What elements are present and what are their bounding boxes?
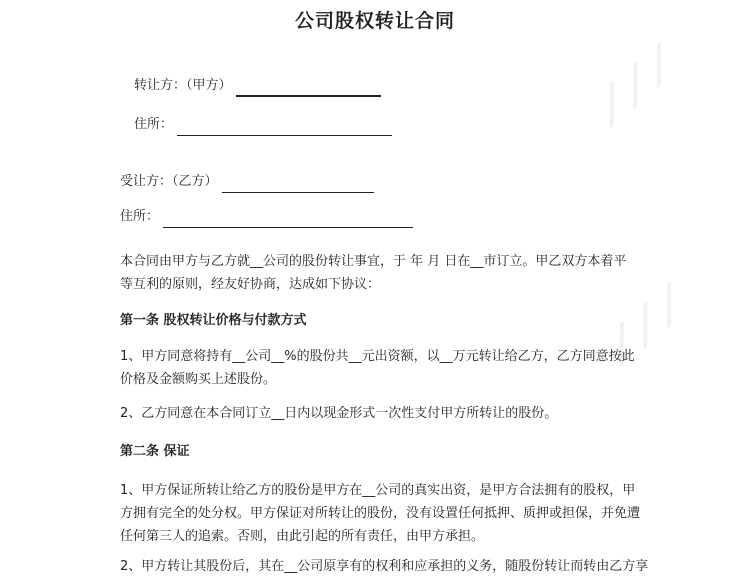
blank-line [177, 121, 392, 136]
paragraph-line: 2、甲方转让其股份后，其在__公司原享有的权利和应承担的义务，随股份转让而转由乙方享 [120, 559, 649, 574]
watermark: ⟋⟋⟋ [594, 276, 698, 375]
field-label: 住所： [120, 209, 160, 224]
document-title: 公司股权转让合同 [294, 10, 455, 32]
article1-heading: 第一条 股权转让价格与付款方式 [120, 313, 307, 328]
article2-heading: 第二条 保证 [120, 444, 190, 459]
paragraph-line: 2、乙方同意在本合同订立__日内以现金形式一次性支付甲方所转让的股份。 [120, 406, 558, 421]
paragraph-line: 任何第三人的追索。否则，由此引起的所有责任，由甲方承担。 [120, 529, 485, 544]
watermark: ⟋⟋⟋ [584, 36, 688, 135]
blank-line [236, 81, 381, 97]
field-label: 住所： [134, 117, 174, 132]
blank-line [222, 178, 374, 193]
paragraph-line: 1、甲方保证所转让给乙方的股份是甲方在__公司的真实出资，是甲方合法拥有的股权，甲 [120, 483, 636, 498]
transferee-field [120, 170, 374, 193]
transferee-address-field [120, 205, 413, 228]
transferor-address-field [134, 113, 392, 136]
intro-line: 本合同由甲方与乙方就__公司的股份转让事宜，于 年 月 日在__市订立。甲乙双方本着平 [120, 254, 627, 269]
field-label: 受让方：（乙方） [120, 174, 218, 189]
paragraph-line: 价格及金额购买上述股份。 [120, 372, 277, 387]
transferor-field [134, 74, 381, 97]
paragraph-line: 方拥有完全的处分权。甲方保证对所转让的股份，没有设置任何抵押、质押或担保，并免遭 [120, 506, 641, 521]
paragraph-line: 1、甲方同意将持有__公司__%的股份共__元出资额，以__万元转让给乙方，乙方同意按此 [120, 349, 635, 364]
intro-line: 等互利的原则，经友好协商，达成如下协议： [120, 277, 381, 292]
field-label: 转让方：（甲方） [134, 78, 232, 93]
blank-line [163, 213, 413, 228]
